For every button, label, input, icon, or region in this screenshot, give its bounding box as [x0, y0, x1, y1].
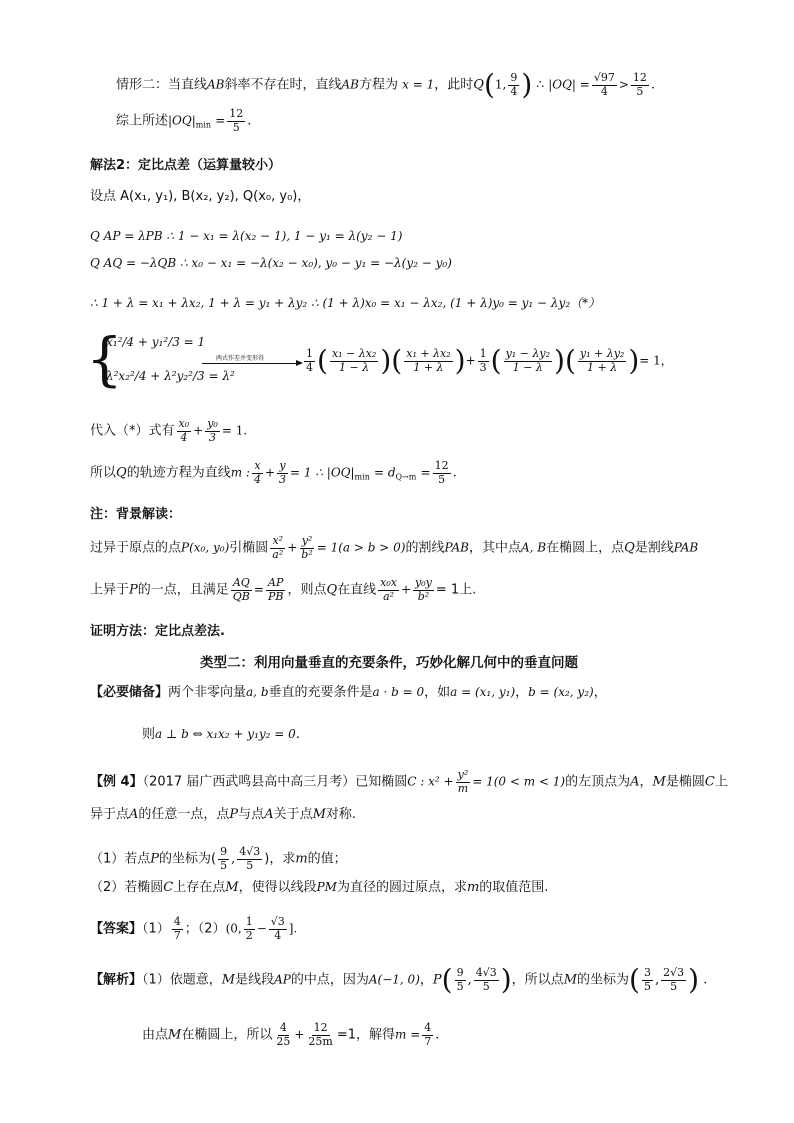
tag-label: 【必要储备】 — [90, 685, 169, 700]
text: 上异于 — [90, 582, 130, 598]
text: 上存在点 — [173, 880, 226, 895]
denominator: 4 — [306, 360, 313, 374]
denominator: 1 − λ — [339, 360, 370, 374]
denominator: 5 — [246, 858, 254, 872]
text: 的值； — [307, 851, 347, 867]
text: C : x² + — [407, 774, 454, 789]
paren: ( — [629, 962, 640, 996]
text: . — [435, 1027, 440, 1043]
numerator: 2√3 — [663, 966, 685, 979]
text: |OQ| = — [548, 77, 590, 92]
denominator: 5 — [456, 979, 464, 993]
text: = 1. — [221, 423, 248, 438]
paren: ( — [391, 343, 403, 377]
text: A, B — [520, 540, 547, 555]
fraction — [205, 418, 220, 444]
fraction — [456, 769, 471, 795]
numerator: y₁ + λy₂ — [579, 347, 625, 360]
fraction — [631, 72, 649, 98]
denominator: 4 — [253, 472, 261, 486]
text: 是割线 — [634, 540, 674, 556]
background-line-2 — [90, 577, 476, 603]
denominator: 3 — [479, 360, 487, 374]
text: = 1(0 < m < 1) — [472, 774, 566, 789]
fraction — [172, 916, 183, 942]
analysis-line-1: 【解析】（1）依题意，M是线段AP的中点，因为A(−1, 0)，P( $\frac{9}{5}$ , $\frac{4√3}{5}$ )，所以点M的坐标为( $\frac{3}{5}$ , $\frac{2√3}{5}$ ) . — [90, 962, 708, 996]
numerator: 9 — [456, 966, 464, 979]
text: a · b = 0 — [372, 685, 425, 699]
numerator: 1 — [245, 915, 253, 928]
text: 的任意一点，点 — [138, 807, 230, 822]
text: （1） — [142, 921, 170, 937]
text: M — [652, 774, 666, 790]
denominator: 4 — [180, 430, 188, 444]
text: m — [466, 880, 480, 895]
text: 两个非零向量 — [168, 685, 247, 700]
text: PM — [316, 880, 337, 894]
numerator: y² — [301, 534, 313, 547]
text: b = (x₂, y₂) — [528, 685, 594, 699]
fraction — [252, 460, 263, 486]
text: a, b — [246, 685, 269, 699]
text: （2017 届广西武鸣县高中高三月考）已知椭圆 — [142, 774, 408, 790]
text: 斜率不存在时，直线 — [224, 77, 342, 93]
type2-title: 类型二：利用向量垂直的充要条件，巧妙化解几何中的垂直问题 — [200, 655, 578, 671]
numerator: y₁ − λy₂ — [505, 347, 551, 360]
text: 的坐标为 — [577, 972, 630, 988]
text: 代入（*）式有 — [90, 423, 175, 439]
text: 的左顶点为 — [565, 774, 631, 790]
text: 的一点，且满足 — [137, 582, 229, 598]
text: . — [295, 727, 300, 742]
text: ， — [419, 972, 433, 988]
text: AB — [207, 77, 225, 92]
numerator: 1 — [479, 347, 487, 360]
subscript: min — [195, 120, 212, 130]
numerator: x₁ + λx₂ — [406, 347, 451, 360]
setpoints-line: 设点 A(x₁, y₁), B(x₂, y₂), Q(x₀, y₀)， — [90, 189, 311, 204]
numerator: AP — [268, 576, 284, 589]
denominator: 1 + λ — [587, 360, 618, 374]
answer-line — [90, 916, 297, 942]
text: = — [420, 465, 431, 480]
fraction — [642, 967, 653, 993]
text: Q — [326, 582, 338, 598]
paren: ( — [483, 67, 495, 101]
fraction — [237, 846, 262, 872]
text: 关于点 — [273, 807, 313, 822]
paren: ) — [554, 343, 565, 377]
fraction — [508, 72, 519, 98]
text: + — [400, 582, 412, 597]
text: 的取值范围. — [479, 880, 549, 895]
system-result — [302, 343, 673, 377]
analysis-line-2 — [142, 1022, 439, 1048]
vector-line-1: Q AP = λPB ∴ 1 − x₁ = λ(x₂ − 1), 1 − y₁ = λ(y₂ − 1) — [90, 229, 403, 243]
numerator: √97 — [593, 71, 615, 84]
numerator: y₀ — [207, 417, 218, 430]
paren: ) — [454, 343, 466, 377]
numerator: 4√3 — [475, 966, 497, 979]
text: a = (x₁, y₁) — [450, 685, 516, 699]
paren: ) — [688, 962, 700, 996]
subscript: Q→m — [395, 472, 417, 482]
text: = — [253, 582, 264, 597]
numerator: x — [254, 459, 261, 472]
arrow-label: 两式作差并变形得 — [216, 355, 265, 362]
text: 由点 — [142, 1027, 169, 1043]
text: A — [630, 774, 640, 790]
denominator: 5 — [220, 858, 228, 872]
fraction — [504, 348, 552, 374]
vector-line-2: Q AQ = −λQB ∴ x₀ − x₁ = −λ(x₂ − x₀), y₀ − y₁ = −λ(y₂ − y₀) — [90, 256, 452, 270]
paren: ( — [441, 962, 453, 996]
text: 的轨迹方程为直线 — [126, 465, 231, 481]
background-line-1 — [90, 535, 698, 561]
text: A — [264, 807, 274, 822]
text: M — [312, 807, 326, 822]
numerator: x₀x — [380, 576, 397, 589]
denominator: 5 — [438, 472, 446, 486]
paren: ) — [500, 962, 512, 996]
text: Q — [116, 465, 127, 481]
fraction — [274, 1022, 292, 1048]
numerator: y — [279, 459, 286, 472]
denominator: 3 — [209, 430, 217, 444]
numerator: √3 — [270, 915, 285, 928]
text: = 1， — [639, 353, 673, 368]
paren: ( — [317, 343, 328, 377]
substitute-line — [90, 418, 247, 444]
text: A — [129, 807, 139, 822]
denominator: PB — [267, 589, 284, 603]
numerator: 4 — [424, 1021, 432, 1034]
text: 与点 — [238, 807, 265, 822]
tag-label: 【解析】 — [90, 972, 143, 988]
question-1 — [90, 846, 347, 872]
numerator: y² — [457, 768, 469, 781]
text: , — [231, 851, 236, 867]
fraction — [404, 348, 452, 374]
text: M — [221, 972, 236, 988]
equation-system — [86, 325, 710, 402]
text: Q — [624, 540, 635, 556]
prep-line-1 — [90, 686, 607, 699]
text: 过异于原点的点 — [90, 540, 182, 556]
text: 的割线 — [405, 540, 445, 556]
text: P — [129, 582, 138, 598]
fraction — [269, 916, 287, 942]
text: + — [193, 423, 204, 438]
text: AB — [341, 77, 359, 92]
denominator: m — [457, 781, 469, 795]
text: m — [295, 851, 308, 867]
prep-line-2 — [142, 728, 300, 741]
text: = 1(a > b > 0) — [316, 540, 406, 555]
text: ，此时 — [434, 77, 474, 93]
fraction — [378, 577, 399, 603]
subscript: min — [354, 472, 370, 482]
text: 是椭圆 — [665, 774, 705, 790]
fraction — [592, 72, 617, 98]
numerator: x₀ — [178, 417, 190, 430]
text: M — [225, 880, 239, 895]
denominator: 3 — [279, 472, 287, 486]
text: − — [256, 921, 267, 936]
text: （2）若椭圆 — [90, 880, 164, 895]
paren: ( — [564, 343, 576, 377]
text: + — [465, 353, 476, 368]
summary-line — [116, 108, 251, 134]
denominator: 5 — [232, 120, 240, 134]
text: + — [264, 465, 276, 480]
fraction — [578, 348, 626, 374]
text: m : — [230, 465, 250, 480]
text: . — [703, 972, 708, 988]
text: . — [247, 113, 252, 129]
text: ， — [593, 685, 607, 700]
text: ， — [515, 685, 529, 700]
denominator: 4 — [274, 928, 282, 942]
numerator: 1 — [306, 347, 313, 360]
text: = d — [373, 465, 396, 480]
text: C — [704, 774, 715, 790]
text: 引椭圆 — [229, 540, 269, 556]
text: 是线段 — [235, 972, 275, 988]
example-line-2 — [90, 808, 356, 821]
trajectory-line — [90, 460, 457, 486]
text: C — [163, 880, 174, 895]
numerator: 4 — [279, 1021, 287, 1034]
text: |OQ| — [168, 113, 196, 128]
left-brace: { — [86, 325, 123, 393]
text: 则 — [142, 727, 156, 742]
denominator: 1 + λ — [413, 360, 444, 374]
numerator: AQ — [232, 576, 250, 589]
arrow-shaft — [202, 363, 298, 364]
text: ，则点 — [287, 582, 327, 598]
denominator: b² — [417, 589, 430, 603]
text: （1）依题意， — [142, 972, 222, 988]
fraction — [270, 535, 285, 561]
fraction — [330, 348, 378, 374]
fraction — [422, 1022, 433, 1048]
numerator: x₁ − λx₂ — [331, 347, 377, 360]
text: a ⊥ b ⇔ x₁x₂ + y₁y₂ = 0 — [155, 727, 296, 741]
fraction — [266, 577, 286, 603]
denominator: 25m — [308, 1034, 333, 1048]
text: PAB — [673, 540, 699, 555]
text: ]. — [288, 921, 298, 936]
text: 的坐标为( — [159, 851, 217, 867]
denominator: b² — [301, 547, 313, 561]
text: = 1 ∴ |OQ| — [290, 465, 355, 480]
fraction — [661, 967, 686, 993]
numerator: 9 — [220, 845, 228, 858]
text: P(x₀, y₀) — [181, 540, 230, 555]
text: ，如 — [424, 685, 451, 700]
text: = — [215, 113, 226, 128]
denominator: 4 — [510, 84, 518, 98]
method2-title: 解法2：定比点差（运算量较小） — [90, 158, 282, 173]
paren: ) — [628, 343, 640, 377]
fraction — [277, 460, 288, 486]
numerator: y₀y — [415, 576, 432, 589]
denominator: 4 — [600, 84, 608, 98]
note-title: 注：背景解读： — [90, 507, 182, 522]
numerator: 12 — [313, 1021, 328, 1034]
fraction — [478, 348, 489, 374]
tag-label: 【答案】 — [90, 921, 143, 937]
denominator: 25 — [276, 1034, 291, 1048]
text: ∴ — [536, 77, 545, 92]
text: 上 — [714, 774, 728, 790]
denominator: 5 — [636, 84, 644, 98]
denominator: 5 — [670, 979, 678, 993]
system-row-2: λ²x₂²/4 + λ²y₂²/3 = λ² — [106, 369, 235, 383]
text: PAB — [444, 540, 469, 555]
paren: ( — [490, 343, 502, 377]
paren: ) — [521, 67, 533, 101]
fraction — [304, 348, 315, 374]
denominator: 5 — [482, 979, 490, 993]
text: 1, — [494, 77, 507, 92]
text: 在直线 — [337, 582, 377, 598]
text: AP — [274, 972, 291, 987]
text: (0, — [225, 921, 242, 936]
text: Q — [473, 77, 484, 93]
denominator: QB — [232, 589, 250, 603]
text: 方程为 — [359, 77, 399, 93]
fraction — [474, 967, 499, 993]
text: A(−1, 0) — [368, 972, 420, 987]
text: 综上所述 — [116, 113, 169, 129]
fraction — [244, 916, 255, 942]
text: 在椭圆上，所以 — [181, 1027, 273, 1043]
text: P — [150, 851, 160, 867]
text: > — [618, 77, 629, 92]
denominator: 2 — [245, 928, 253, 942]
fraction — [306, 1022, 334, 1048]
proof-method: 证明方法：定比点差法. — [90, 624, 225, 639]
case2-line — [116, 67, 656, 101]
text: 情形二：当直线 — [116, 77, 208, 93]
text: ， — [639, 774, 653, 790]
sum-line: ∴ 1 + λ = x₁ + λx₂, 1 + λ = y₁ + λy₂ ∴ (1 + λ)x₀ = x₁ − λx₂, (1 + λ)y₀ = y₁ − λy₂（*） — [90, 296, 601, 310]
denominator: 7 — [424, 1034, 432, 1048]
numerator: 12 — [434, 459, 449, 472]
denominator: a² — [272, 547, 284, 561]
text: 异于点 — [90, 807, 130, 822]
fraction — [455, 967, 466, 993]
text: ，使得以线段 — [238, 880, 317, 895]
numerator: 12 — [229, 107, 244, 120]
text: 为直径的圆过原点，求 — [336, 880, 467, 895]
numerator: x² — [272, 534, 284, 547]
numerator: 12 — [632, 71, 647, 84]
text: + — [294, 1027, 305, 1042]
example-line-1 — [90, 769, 728, 795]
text: + — [287, 540, 298, 555]
text: 的中点，因为 — [290, 972, 369, 988]
fraction — [218, 846, 229, 872]
paren: ) — [380, 343, 392, 377]
tag-label: 【例 4】 — [90, 774, 143, 790]
text: )，求 — [264, 851, 296, 867]
text: . — [452, 465, 457, 481]
text: （1）若点 — [90, 851, 151, 867]
question-2 — [90, 881, 548, 894]
numerator: 4√3 — [239, 845, 261, 858]
text: M — [168, 1027, 182, 1043]
denominator: 1 − λ — [512, 360, 543, 374]
numerator: 3 — [643, 966, 651, 979]
text: P — [229, 807, 239, 822]
text: =1，解得 — [336, 1027, 396, 1043]
fraction — [299, 535, 314, 561]
denominator: 5 — [643, 979, 651, 993]
numerator: 9 — [510, 71, 518, 84]
text: = 1上. — [435, 582, 477, 598]
text: . — [650, 77, 656, 93]
system-row-1: x₁²/4 + y₁²/3 = 1 — [106, 335, 206, 349]
text: x = 1 — [402, 77, 435, 92]
text: M — [563, 972, 577, 988]
text: ；（2） — [184, 921, 226, 937]
fraction — [177, 418, 192, 444]
text: 垂直的充要条件是 — [268, 685, 373, 700]
fraction — [227, 108, 245, 134]
fraction — [231, 577, 252, 603]
denominator: a² — [383, 589, 395, 603]
text: ，所以点 — [511, 972, 564, 988]
fraction — [433, 460, 451, 486]
text: 所以 — [90, 465, 117, 481]
numerator: 4 — [173, 915, 181, 928]
text: m = — [395, 1027, 421, 1042]
text: 在椭圆上，点 — [546, 540, 625, 556]
text: 对称. — [325, 807, 357, 822]
denominator: 7 — [173, 928, 181, 942]
fraction — [413, 577, 434, 603]
text: P — [432, 972, 442, 988]
text: ，其中点 — [468, 540, 521, 556]
